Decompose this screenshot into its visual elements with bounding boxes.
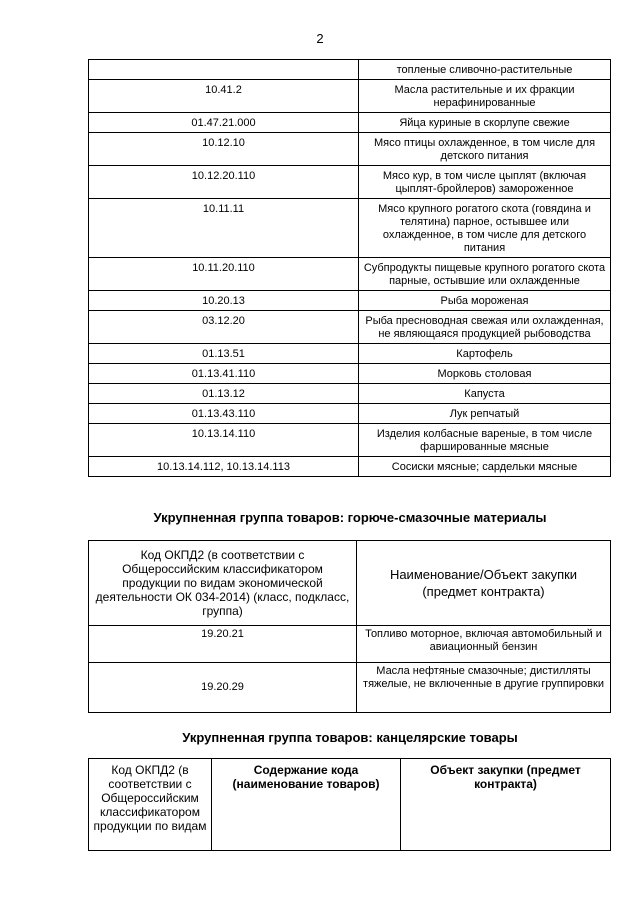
section-heading-office-supplies: Укрупненная группа товаров: канцелярские товары	[182, 730, 518, 745]
table-header-row	[89, 759, 611, 851]
product-name: Рыба пресноводная свежая или охлажденная, не являющаяся продукцией рыбоводства	[359, 311, 611, 344]
okpd2-code: 01.13.43.110	[89, 404, 359, 424]
table-row	[89, 663, 611, 713]
okpd2-code: 10.13.14.112, 10.13.14.113	[89, 457, 359, 477]
okpd2-code: 10.11.20.110	[89, 258, 359, 291]
product-name: Топливо моторное, включая автомобильный и авиационный бензин	[357, 626, 611, 663]
okpd2-code: 01.13.51	[89, 344, 359, 364]
product-name: Масла нефтяные смазочные; дистилляты тяжелые, не включенные в другие группировки	[357, 663, 611, 713]
table-row	[89, 311, 611, 344]
okpd2-code: 01.13.12	[89, 384, 359, 404]
product-name: Изделия колбасные вареные, в том числе фаршированные мясные	[359, 424, 611, 457]
product-name: Рыба мороженая	[359, 291, 611, 311]
office-supplies-table	[88, 758, 611, 851]
okpd2-code: 10.41.2	[89, 80, 359, 113]
okpd2-code: 10.11.11	[89, 199, 359, 258]
table-row	[89, 199, 611, 258]
table-row	[89, 384, 611, 404]
table-row	[89, 166, 611, 199]
table-row	[89, 133, 611, 166]
okpd2-code: 10.12.10	[89, 133, 359, 166]
okpd2-code: 19.20.29	[89, 663, 357, 713]
table-row	[89, 258, 611, 291]
food-products-table	[88, 59, 611, 477]
okpd2-code: 10.12.20.110	[89, 166, 359, 199]
okpd2-code: 19.20.21	[89, 626, 357, 663]
table-row	[89, 291, 611, 311]
table-row	[89, 626, 611, 663]
table-row	[89, 113, 611, 133]
okpd2-code: 01.13.41.110	[89, 364, 359, 384]
okpd2-code: 10.13.14.110	[89, 424, 359, 457]
product-name: Мясо крупного рогатого скота (говядина и телятина) парное, остывшее или охлажденное, в том числе для детского питания	[359, 199, 611, 258]
table-row	[89, 404, 611, 424]
table-header-row	[89, 541, 611, 626]
header-purchase-object: Объект закупки (предмет контракта)	[401, 759, 611, 851]
product-name: Масла растительные и их фракции нерафинированные	[359, 80, 611, 113]
section-heading-fuel-lubricants: Укрупненная группа товаров: горюче-смазочные материалы	[153, 510, 547, 525]
header-purchase-object: Наименование/Объект закупки (предмет контракта)	[357, 541, 611, 626]
table-row	[89, 364, 611, 384]
product-name: Мясо кур, в том числе цыплят (включая цыплят-бройлеров) замороженное	[359, 166, 611, 199]
product-name: Лук репчатый	[359, 404, 611, 424]
product-name: Мясо птицы охлажденное, в том числе для детского питания	[359, 133, 611, 166]
table-row	[89, 424, 611, 457]
okpd2-code: 01.47.21.000	[89, 113, 359, 133]
header-code-content: Содержание кода (наименование товаров)	[212, 759, 401, 851]
product-name: Капуста	[359, 384, 611, 404]
product-name: Морковь столовая	[359, 364, 611, 384]
table-row	[89, 344, 611, 364]
table-row	[89, 60, 611, 80]
product-name: Картофель	[359, 344, 611, 364]
table-row	[89, 80, 611, 113]
header-okpd2-code: Код ОКПД2 (в соответствии с Общероссийским классификатором продукции по видам экономической деятельности ОК 034-2014) (класс, подкласс, группа)	[89, 541, 357, 626]
fuel-lubricants-table	[88, 540, 611, 713]
product-name: топленые сливочно-растительные	[359, 60, 611, 80]
okpd2-code: 03.12.20	[89, 311, 359, 344]
table-row	[89, 457, 611, 477]
page-number: 2	[316, 31, 324, 46]
okpd2-code	[89, 60, 359, 80]
product-name: Субпродукты пищевые крупного рогатого скота парные, остывшие или охлажденные	[359, 258, 611, 291]
product-name: Яйца куриные в скорлупе свежие	[359, 113, 611, 133]
header-okpd2-code: Код ОКПД2 (в соответствии с Общероссийским классификатором продукции по видам	[89, 759, 212, 851]
okpd2-code: 10.20.13	[89, 291, 359, 311]
product-name: Сосиски мясные; сардельки мясные	[359, 457, 611, 477]
